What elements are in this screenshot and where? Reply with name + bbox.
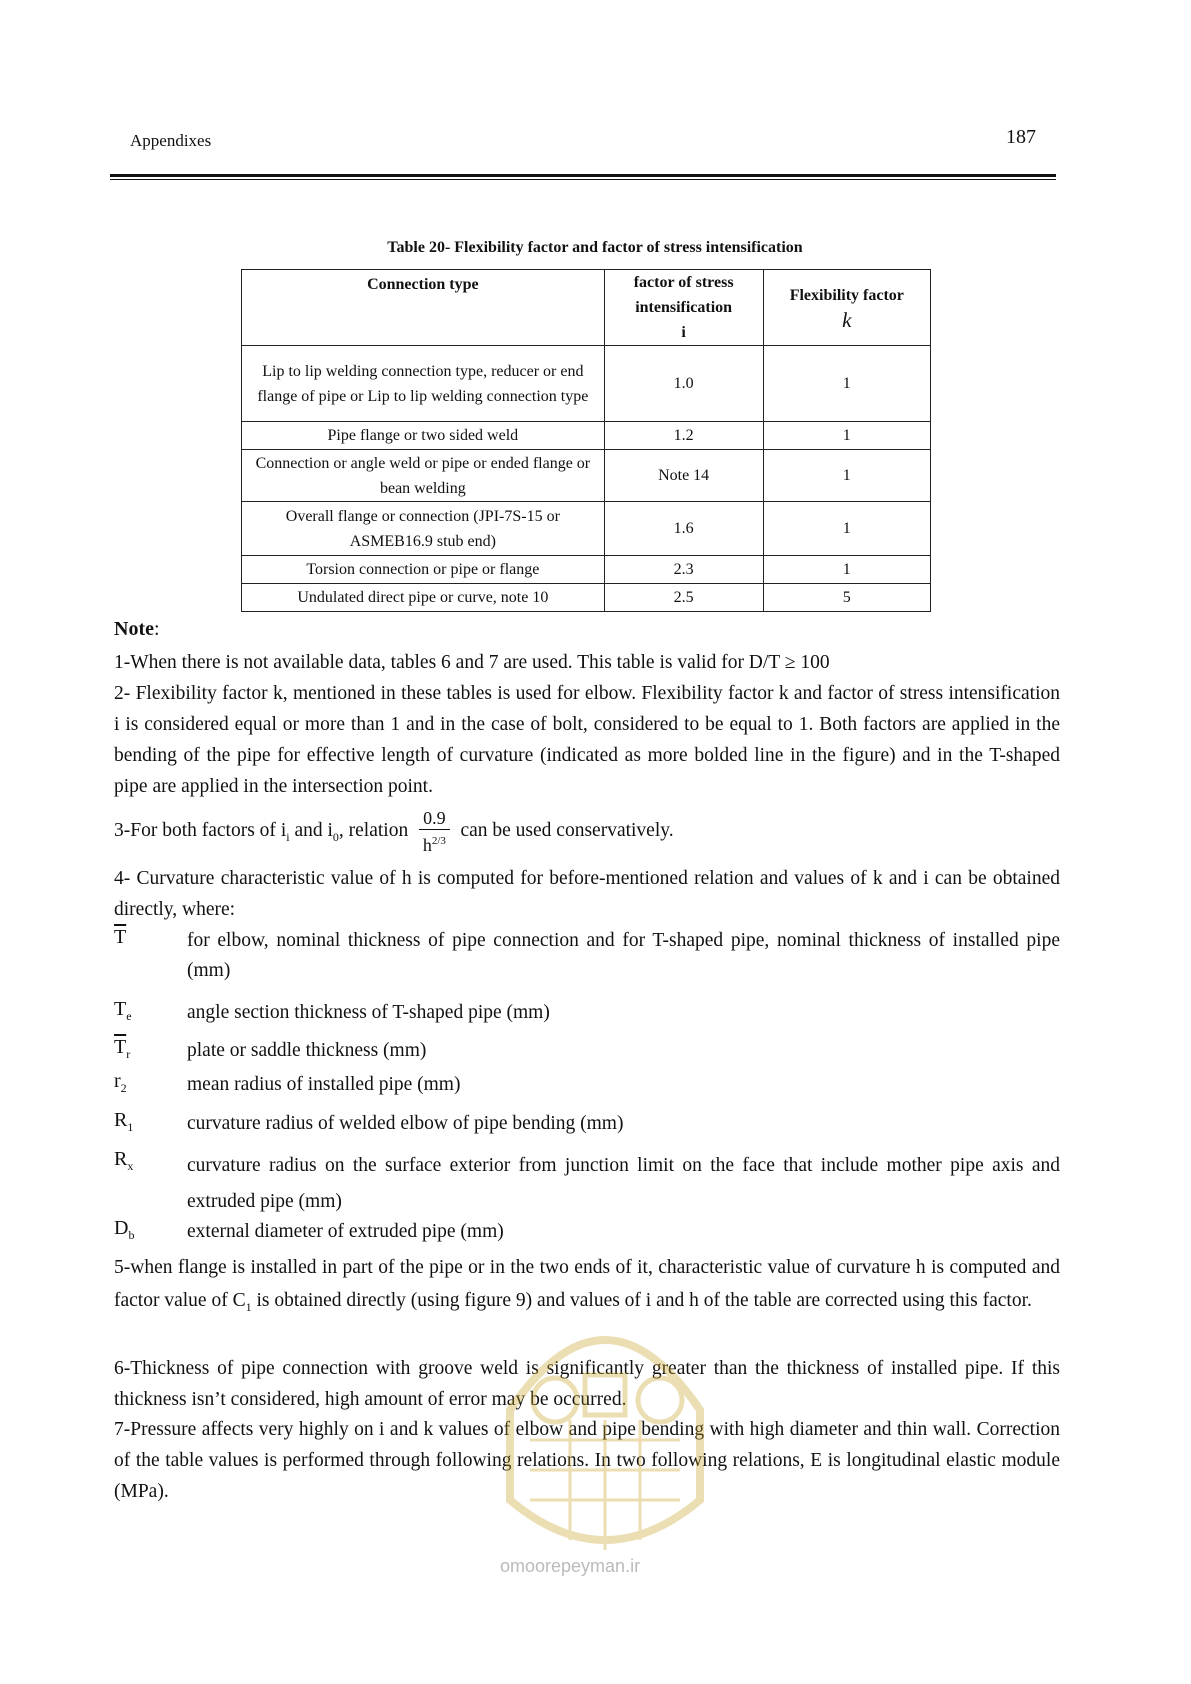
symbol-i-0: $i_0$ xyxy=(327,820,339,844)
cell-sif: Note 14 xyxy=(604,450,763,502)
header-connection-type: Connection type xyxy=(242,270,605,346)
table-row xyxy=(242,584,931,612)
symbol-r1-desc: curvature radius of welded elbow of pipe bending (mm) xyxy=(187,1113,624,1134)
fraction-numerator: 0.9 xyxy=(419,807,450,830)
watermark-seal xyxy=(490,1290,720,1590)
header-rule-thin xyxy=(110,179,1056,180)
header-sif-line1: factor of stress xyxy=(633,274,734,291)
table-row xyxy=(242,422,931,450)
table-row xyxy=(242,502,931,556)
table-row xyxy=(242,556,931,584)
cell-connection-type: Undulated direct pipe or curve, note 10 xyxy=(242,584,605,612)
running-header: Appendixes xyxy=(130,131,212,150)
note-4: 4- Curvature characteristic value of h is computed for before-mentioned relation and values of k and i can be obtained directly, where: xyxy=(114,868,1061,920)
cell-flex: 1 xyxy=(763,422,930,450)
header-flex-label: Flexibility factor xyxy=(789,286,904,304)
note-label: Note xyxy=(114,618,154,640)
note-3-pre: 3-For both factors of xyxy=(114,820,276,841)
header-sif xyxy=(604,270,763,346)
table-caption: Table 20- Flexibility factor and factor of stress intensification xyxy=(387,239,803,256)
note-2: 2- Flexibility factor k, mentioned in these tables is used for elbow. Flexibility factor k and factor of stress intensification i is considered equal or more than 1 and in the case of bolt, considered to be equal to 1. Both factors are applied in the bending of the pipe for effective length of curvature (indicated as more bolded line in the figure) and in the T-shaped pipe are applied in the intersection point. xyxy=(114,683,1060,797)
note-3 xyxy=(114,804,1060,864)
note-3-and: and xyxy=(294,820,323,841)
cell-sif: 1.2 xyxy=(604,422,763,450)
symbol-te-desc: angle section thickness of T-shaped pipe (mm) xyxy=(187,1002,550,1023)
header-flex-symbol: k xyxy=(842,307,852,332)
cell-sif: 1.6 xyxy=(604,502,763,556)
symbol-t-bar: $\overline{T}$ xyxy=(114,926,127,948)
symbol-rx-desc: curvature radius on the surface exterior from junction limit on the face that include mother pipe axis and extruded pipe (mm) xyxy=(187,1155,1060,1212)
symbol-t-bar-desc: for elbow, nominal thickness of pipe connection and for T-shaped pipe, nominal thickness of installed pipe (mm) xyxy=(187,930,1060,981)
symbol-rx: $R_x$ xyxy=(114,1148,134,1173)
fraction-denominator: $h^{2/3}$ xyxy=(422,835,446,856)
cell-sif: 1.0 xyxy=(604,346,763,422)
cell-flex: 1 xyxy=(763,556,930,584)
cell-connection-type: Lip to lip welding connection type, reducer or end flange of pipe or Lip to lip welding connection type xyxy=(242,346,605,422)
note-heading: Note: xyxy=(114,618,160,640)
symbol-tr-bar: $\overline{T}_r$ xyxy=(114,1036,131,1061)
cell-sif: 2.5 xyxy=(604,584,763,612)
note-3-post: can be used conservatively. xyxy=(460,820,674,841)
watermark-text: omoorepeyman.ir xyxy=(500,1556,641,1576)
symbol-tr-desc: plate or saddle thickness (mm) xyxy=(187,1040,427,1061)
cell-connection-type: Pipe flange or two sided weld xyxy=(242,422,605,450)
header-sif-line3: i xyxy=(681,324,686,341)
cell-connection-type: Torsion connection or pipe or flange xyxy=(242,556,605,584)
table-row xyxy=(242,346,931,422)
note-7: 7-Pressure affects very highly on i and k values of elbow and pipe bending with high diameter and thin wall. Correction of the table values is performed through following relations. In two following relations, E is longitudinal elastic module (MPa). xyxy=(114,1419,1060,1502)
symbol-c1: $C_1$ xyxy=(232,1290,252,1314)
cell-flex: 1 xyxy=(763,502,930,556)
symbol-db: $D_b$ xyxy=(114,1217,135,1242)
symbol-te: $T_e$ xyxy=(114,998,132,1023)
symbol-r2-desc: mean radius of installed pipe (mm) xyxy=(187,1074,461,1095)
note-3-relation: , relation xyxy=(338,820,409,841)
note-5: 5-when flange is installed in part of the pipe or in the two ends of it, characteristic value of curvature h is computed and factor value of $C_1$ is obtained directly (using figure 9) and values of i and h of the table are corrected using this factor. xyxy=(114,1257,1060,1314)
symbol-r2: $r_2$ xyxy=(114,1070,127,1095)
note-6: 6-Thickness of pipe connection with groove weld is significantly greater than the thickness of installed pipe. If this thickness isn’t considered, high amount of error may be occurred. xyxy=(114,1358,1060,1410)
table-header-row xyxy=(242,270,931,346)
cell-sif: 2.3 xyxy=(604,556,763,584)
cell-flex: 1 xyxy=(763,450,930,502)
cell-connection-type: Connection or angle weld or pipe or ended flange or bean welding xyxy=(242,450,605,502)
header-sif-line2: intensification xyxy=(635,299,733,316)
symbol-r1: $R_1$ xyxy=(114,1109,134,1134)
header-flexibility xyxy=(763,270,930,346)
cell-flex: 1 xyxy=(763,346,930,422)
flexibility-factor-table xyxy=(241,269,931,612)
table-row xyxy=(242,450,931,502)
symbol-db-desc: external diameter of extruded pipe (mm) xyxy=(187,1221,504,1242)
page-number: 187 xyxy=(1006,126,1036,148)
header-rule-thick xyxy=(110,174,1056,177)
symbol-i-i: $i_i$ xyxy=(280,820,290,844)
cell-flex: 5 xyxy=(763,584,930,612)
relation-fraction xyxy=(419,807,450,856)
cell-connection-type: Overall flange or connection (JPI-7S-15 or ASMEB16.9 stub end) xyxy=(242,502,605,556)
note-1: 1-When there is not available data, tables 6 and 7 are used. This table is valid for D/T ≥ 100 xyxy=(114,652,830,673)
